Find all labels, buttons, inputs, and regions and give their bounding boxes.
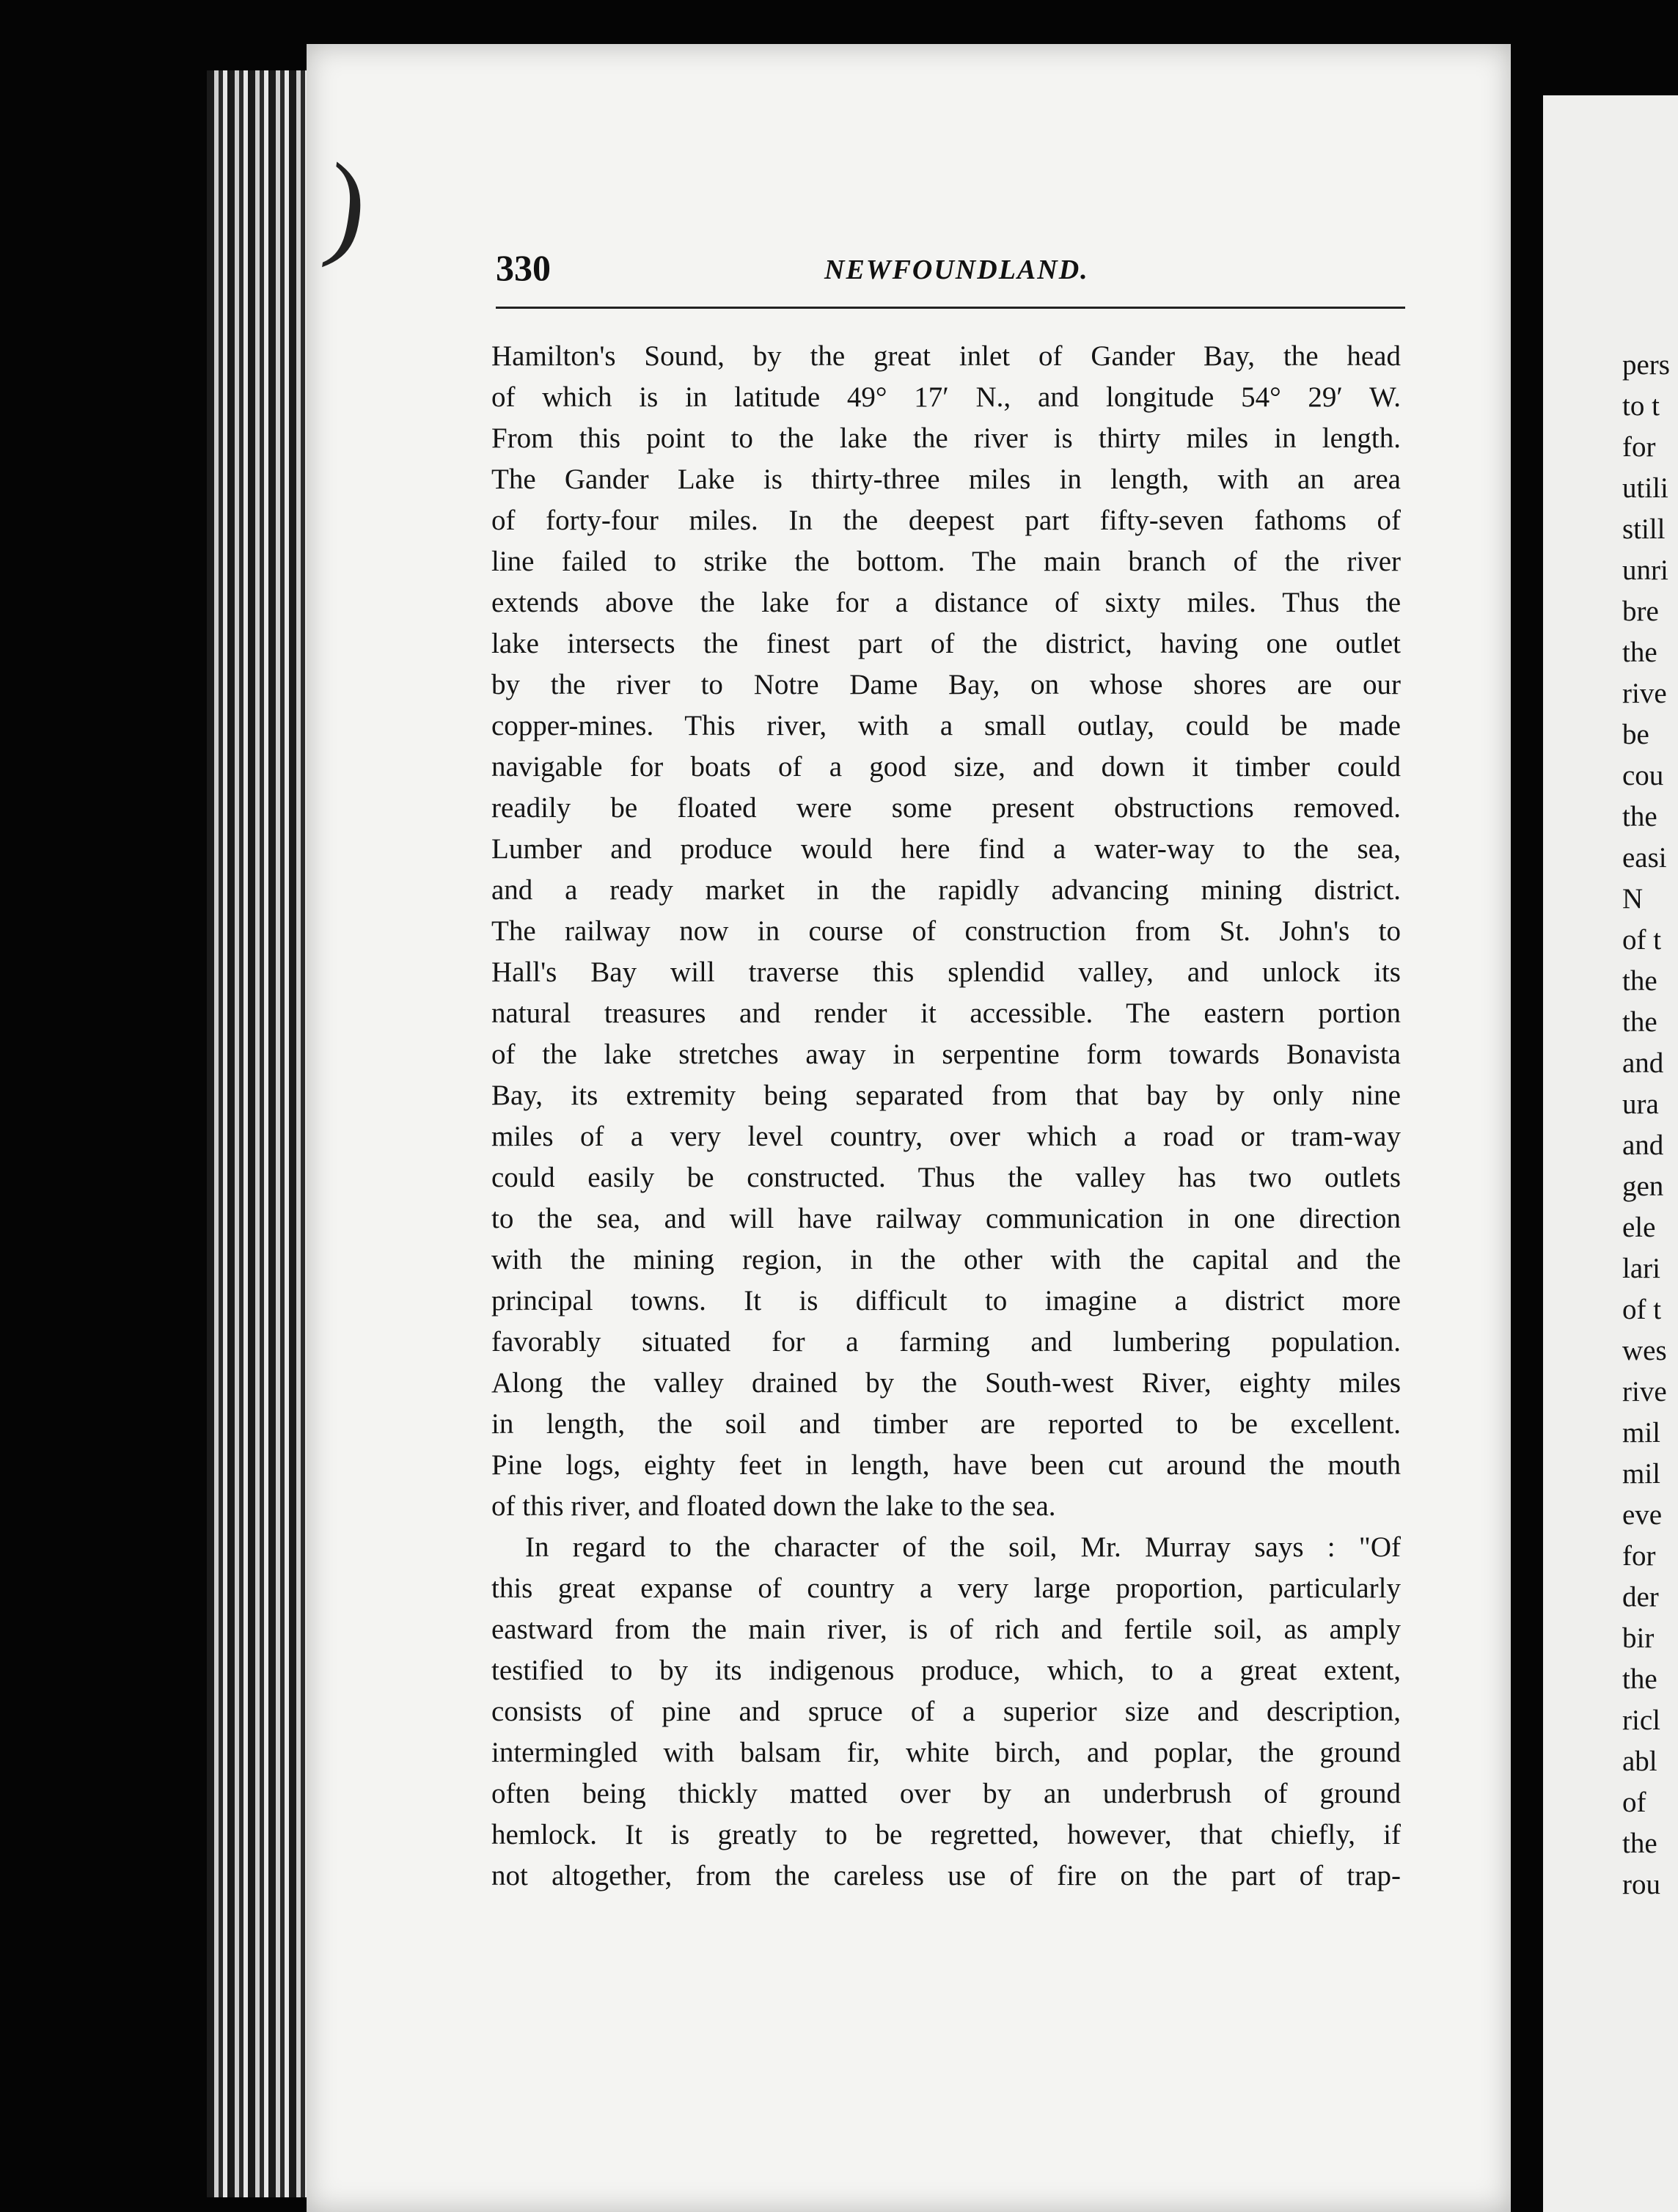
facing-page-text: [1622, 345, 1678, 1905]
facing-line: and: [1622, 1047, 1664, 1079]
text-line: Hamilton's Sound, by the great inlet of Gander Bay, the head: [491, 340, 1401, 372]
text-line: testified to by its indigenous produce, which, to a great extent,: [491, 1655, 1401, 1686]
body-text: [491, 336, 1401, 1897]
facing-line: unri: [1622, 554, 1668, 586]
facing-line: der: [1622, 1581, 1659, 1613]
page-header: [496, 246, 1405, 298]
facing-line: and: [1622, 1129, 1664, 1161]
text-line: readily be floated were some present obstructions removed.: [491, 792, 1401, 824]
text-line: miles of a very level country, over which a road or tram-way: [491, 1121, 1401, 1152]
facing-line: of t: [1622, 1294, 1662, 1325]
facing-line: for: [1622, 1540, 1656, 1572]
facing-line: lari: [1622, 1253, 1660, 1284]
text-line: Along the valley drained by the South-west River, eighty miles: [491, 1367, 1401, 1399]
facing-line: the: [1622, 965, 1657, 997]
facing-line: easi: [1622, 842, 1667, 874]
text-line: From this point to the lake the river is thirty miles in length.: [491, 422, 1401, 454]
text-line: of this river, and floated down the lake to the sea.: [491, 1490, 1056, 1522]
text-line: Pine logs, eighty feet in length, have been cut around the mouth: [491, 1449, 1401, 1481]
facing-line: eve: [1622, 1499, 1663, 1531]
facing-line: wes: [1622, 1335, 1667, 1366]
text-line: this great expanse of country a very large proportion, particularly: [491, 1572, 1401, 1604]
text-line: In regard to the character of the soil, Mr. Murray says : "Of: [525, 1531, 1401, 1563]
text-line: eastward from the main river, is of rich and fertile soil, as amply: [491, 1614, 1401, 1645]
facing-line: of t: [1622, 924, 1662, 956]
text-line: The Gander Lake is thirty-three miles in length, with an area: [491, 464, 1401, 495]
text-line: to the sea, and will have railway communication in one direction: [491, 1203, 1401, 1234]
running-title: NEWFOUNDLAND.: [824, 254, 1089, 285]
facing-line: bre: [1622, 596, 1659, 627]
facing-line: rou: [1622, 1869, 1660, 1900]
text-line: could easily be constructed. Thus the valley has two outlets: [491, 1162, 1401, 1193]
facing-line: ele: [1622, 1212, 1656, 1243]
text-line: hemlock. It is greatly to be regretted, however, that chiefly, if: [491, 1819, 1401, 1850]
text-line: in length, the soil and timber are reported to be excellent.: [491, 1408, 1401, 1440]
text-line: of forty-four miles. In the deepest part fifty-seven fathoms of: [491, 505, 1401, 536]
text-line: navigable for boats of a good size, and down it timber could: [491, 751, 1401, 783]
text-line: with the mining region, in the other with the capital and the: [491, 1244, 1401, 1275]
text-line: principal towns. It is difficult to imagine a district more: [491, 1285, 1401, 1316]
text-line: often being thickly matted over by an underbrush of ground: [491, 1778, 1401, 1809]
text-line: intermingled with balsam fir, white birch, and poplar, the ground: [491, 1737, 1401, 1768]
facing-line: still: [1622, 513, 1666, 545]
facing-line: gen: [1622, 1171, 1664, 1202]
facing-line: pers: [1622, 349, 1670, 381]
text-line: Hall's Bay will traverse this splendid valley, and unlock its: [491, 956, 1401, 988]
facing-line: rive: [1622, 678, 1667, 709]
text-line: Lumber and produce would here find a water-way to the sea,: [491, 833, 1401, 865]
text-line: of which is in latitude 49° 17′ N., and longitude 54° 29′ W.: [491, 381, 1401, 413]
text-line: not altogether, from the careless use of fire on the part of trap-: [491, 1860, 1401, 1891]
facing-line: cou: [1622, 760, 1664, 791]
facing-line: mil: [1622, 1417, 1661, 1449]
facing-line: to t: [1622, 390, 1660, 422]
text-line: lake intersects the finest part of the district, having one outlet: [491, 628, 1401, 659]
header-rule: [496, 307, 1405, 309]
facing-line: ura: [1622, 1088, 1659, 1120]
facing-line: the: [1622, 1663, 1657, 1695]
facing-line: the: [1622, 637, 1657, 668]
text-line: of the lake stretches away in serpentine form towards Bonavista: [491, 1039, 1401, 1070]
facing-line: the: [1622, 1828, 1657, 1859]
facing-line: the: [1622, 1006, 1657, 1038]
text-line: consists of pine and spruce of a superior size and description,: [491, 1696, 1401, 1727]
text-line: and a ready market in the rapidly advancing mining district.: [491, 874, 1401, 906]
facing-line: rive: [1622, 1376, 1667, 1407]
facing-line: of: [1622, 1787, 1646, 1818]
facing-line: for: [1622, 431, 1656, 463]
facing-line: bir: [1622, 1622, 1655, 1654]
facing-line: utili: [1622, 472, 1668, 504]
text-line: extends above the lake for a distance of sixty miles. Thus the: [491, 587, 1401, 618]
facing-line: mil: [1622, 1458, 1661, 1490]
text-line: favorably situated for a farming and lumbering population.: [491, 1326, 1401, 1358]
facing-line: the: [1622, 801, 1657, 832]
page-number: 330: [496, 247, 551, 288]
facing-line: be: [1622, 719, 1649, 750]
text-line: The railway now in course of construction from St. John's to: [491, 915, 1401, 947]
facing-line: N: [1622, 883, 1644, 915]
text-line: Bay, its extremity being separated from that bay by only nine: [491, 1080, 1401, 1111]
text-line: by the river to Notre Dame Bay, on whose shores are our: [491, 669, 1401, 700]
text-line: copper-mines. This river, with a small outlay, could be made: [491, 710, 1401, 741]
facing-line: ricl: [1622, 1704, 1660, 1736]
margin-pencil-mark-icon: ): [318, 138, 375, 273]
facing-line: abl: [1622, 1746, 1657, 1777]
text-line: line failed to strike the bottom. The main branch of the river: [491, 546, 1401, 577]
page-edge-bands: [207, 70, 309, 2197]
text-line: natural treasures and render it accessible. The eastern portion: [491, 997, 1401, 1029]
